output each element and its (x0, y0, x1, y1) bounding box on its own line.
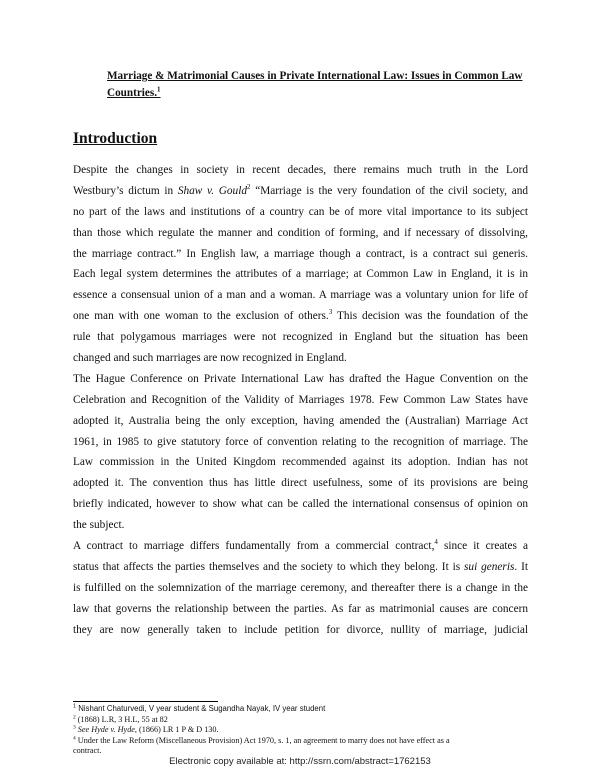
title-footnote-mark: 1 (157, 85, 161, 94)
body-line: no part of the laws and institutions of a country can be of more vital importance to its subject (73, 205, 528, 218)
body-line: A contract to marriage differs fundamentally from a commercial contract,$^4$ since it creates a (73, 538, 528, 553)
body-line: Law commission in the United Kingdom recommended against its adoption. Indian has not (73, 456, 528, 469)
body-line: than those which regulate the manner and condition of forming, and if necessary of dissolving, (73, 226, 528, 239)
body-line: one man with one woman to the exclusion of others.$^3$ This decision was the foundation of the (73, 308, 528, 323)
footnote-2: $^2$ (1868) L.R, 3 H.L, 55 at 82 (73, 713, 168, 724)
footnote-ref: 3 (328, 308, 333, 317)
body-line: the marriage contract.” In English law, a marriage though a contract, is a contract sui generis. (73, 247, 528, 260)
footnote-4: $^4$ Under the Law Reform (Miscellaneous Provision) Act 1970, s. 1, an agreement to marry does not have effect as a (73, 735, 450, 745)
body-line: adopted it. The convention thus has little direct usefulness, some of its provisions are being (73, 477, 528, 490)
body-line: The Hague Conference on Private International Law has drafted the Hague Convention on the (73, 372, 528, 385)
body-line: Despite the changes in society in recent decades, there remains much truth in the Lord (73, 164, 528, 176)
latin-term: sui generis (464, 560, 515, 573)
body-line: status that affects the parties themselves and the society to which they belong. It is sui generis. It (73, 560, 528, 573)
body-line: Each legal system determines the attributes of a marriage; at Common Law in England, it is in (73, 268, 528, 281)
footnote-divider (73, 701, 218, 702)
footnotes (73, 704, 533, 757)
body-line: Westbury’s dictum in Shaw v. Gould$^2$ “Marriage is the very foundation of the civil society, and (73, 183, 529, 197)
body-line: is fulfilled on the solemnization of the marriage ceremony, and thereafter there is a change in the (73, 581, 528, 594)
footnote-4-continued: contract. (73, 746, 102, 756)
body-line: 1961, in 1985 to give statutory force of convention relating to the recognition of marriage. The (73, 435, 528, 448)
paper-title (107, 68, 527, 102)
body-line: the subject. (73, 519, 125, 532)
footnote-ref: 4 (434, 538, 438, 547)
body-line: rule that polygamous marriages were not recognized in England but the situation has been (73, 331, 528, 344)
body-line: essence a consensual union of a man and a woman. A marriage was a voluntary union for life of (73, 289, 528, 302)
footnote-1: $^1$ Nishant Chaturvedi, V year student & Sugandha Nayak, IV year student (73, 703, 326, 713)
footnote-ref: 2 (246, 183, 251, 192)
footnote-3: $^3$ See Hyde v. Hyde, (1866) LR 1 P & D 130. (73, 724, 219, 735)
page-footer: Electronic copy available at: http://ssrn.com/abstract=1762153 (169, 756, 431, 767)
paper-title-text: Marriage & Matrimonial Causes in Private International Law: Issues in Common Law Countries. (107, 70, 523, 99)
body-line: changed and such marriages are now recognized in England. (73, 352, 347, 365)
body-line: adopted it, Australia being the only exception, having amended the (Australian) Marriage Act (73, 414, 528, 427)
body-text (73, 160, 528, 640)
body-line: briefly indicated, however to show what can be called the international consensus of opinion on (73, 498, 528, 511)
body-line: Celebration and Recognition of the Validity of Marriages 1978. Few Common Law States have (73, 393, 528, 406)
section-heading-introduction: Introduction (73, 130, 158, 147)
case-citation: Shaw v. Gould (177, 184, 247, 197)
body-line: law that governs the relationship between the parties. As far as matrimonial causes are concern (73, 602, 528, 615)
body-line: they are now generally taken to include petition for divorce, nullity of marriage, judicial (73, 623, 528, 636)
